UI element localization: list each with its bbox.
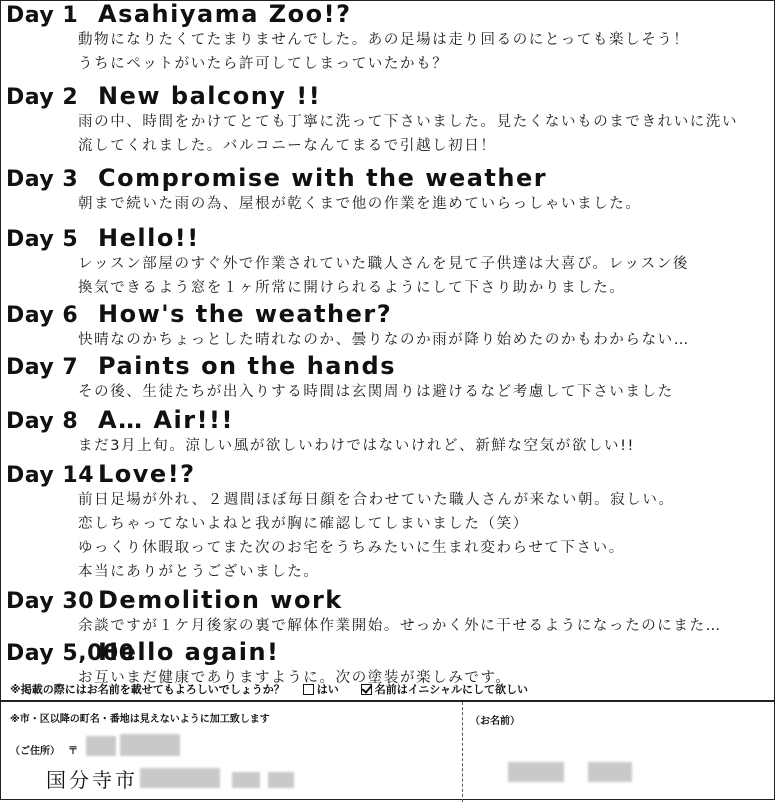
redacted-address	[232, 772, 260, 788]
entry-text-line: 朝まで続いた雨の為、屋根が乾くまで他の作業を進めていらっしゃいました。	[78, 196, 642, 212]
entry-title: Demolition work	[98, 586, 343, 614]
contact-form	[0, 700, 775, 802]
entry-text-line: 快晴なのかちょっとした晴れなのか、曇りなのか雨が降り始めたのかもわからない…	[78, 332, 690, 348]
address-city: 国分寺市	[46, 768, 138, 792]
entry-text-line: 恋しちゃってないよねと我が胸に確認してしまいました（笑）	[78, 516, 529, 532]
diary-entry	[6, 164, 770, 216]
diary-entries	[6, 0, 770, 686]
name-label: （お名前）	[470, 716, 520, 727]
form-divider	[462, 702, 464, 802]
address-label: （ご住所）	[10, 746, 60, 757]
entry-day: Day 8	[6, 409, 79, 434]
address-note: ※市・区以降の町名・番地は見えないように加工致します	[10, 714, 270, 725]
diary-entry	[6, 0, 770, 76]
diary-entry	[6, 352, 770, 404]
redacted-name	[588, 762, 632, 782]
entry-title: How's the weather?	[98, 300, 393, 328]
entry-text-line: 流してくれました。バルコニーなんてまるで引越し初日！	[78, 138, 497, 154]
entry-text-line: お互いまだ健康でありますように。次の塗装が楽しみです。	[78, 670, 512, 686]
redacted-address	[140, 768, 220, 788]
postal-mark: 〒	[68, 746, 78, 757]
checkbox-yes[interactable]	[303, 684, 314, 695]
entry-heading	[6, 300, 770, 328]
entry-heading	[6, 224, 770, 252]
entry-day: Day 30	[6, 589, 95, 614]
entry-title: Paints on the hands	[98, 352, 397, 380]
entry-day: Day 2	[6, 85, 79, 110]
diary-entry	[6, 300, 770, 352]
redacted-address	[268, 772, 294, 788]
entry-text-line: 動物になりたくてたまりませんでした。あの足場は走り回るのにとっても楽しそう！	[78, 32, 690, 48]
entry-text-line: 余談ですが１ケ月後家の裏で解体作業開始。せっかく外に干せるようになったのにまた…	[78, 618, 722, 634]
diary-entry	[6, 460, 770, 584]
option-yes-label: はい	[316, 683, 339, 696]
entry-text-line: 換気できるよう窓を１ヶ所常に開けられるようにして下さり助かりました。	[78, 280, 626, 296]
entry-day: Day 3	[6, 167, 79, 192]
entry-text-line: その後、生徒たちが出入りする時間は玄関周りは避けるなど考慮して下さいました	[78, 384, 674, 400]
entry-text-line: うちにペットがいたら許可してしまっていたかも？	[78, 56, 449, 72]
entry-title: Love!?	[98, 460, 196, 488]
entry-heading	[6, 0, 770, 28]
entry-title: A… Air!!!	[98, 406, 234, 434]
entry-title: Hello again!	[98, 638, 280, 666]
entry-text-line: 雨の中、時間をかけてとても丁寧に洗って下さいました。見たくないものまできれいに洗い	[78, 114, 739, 130]
diary-entry	[6, 82, 770, 158]
diary-entry	[6, 586, 770, 638]
notice-text: ※掲載の際にはお名前を載せてもよろしいでしょうか？	[10, 683, 285, 696]
entry-text-line: 本当にありがとうございました。	[78, 564, 320, 580]
entry-heading	[6, 82, 770, 110]
entry-heading	[6, 352, 770, 380]
entry-text-line: 前日足場が外れ、２週間ほぼ毎日顔を合わせていた職人さんが来ない朝。寂しい。	[78, 492, 675, 508]
entry-day: Day 1	[6, 3, 79, 28]
entry-heading	[6, 586, 770, 614]
entry-heading	[6, 460, 770, 488]
checkbox-initials[interactable]	[361, 684, 372, 695]
diary-entry	[6, 406, 770, 458]
entry-title: New balcony !!	[98, 82, 322, 110]
entry-title: Compromise with the weather	[98, 164, 548, 192]
entry-day: Day 6	[6, 303, 79, 328]
entry-title: Asahiyama Zoo!?	[98, 0, 352, 28]
redacted-postal-code	[120, 734, 180, 756]
entry-day: Day 5,000	[6, 641, 135, 666]
option-initials-label: 名前はイニシャルにして欲しい	[374, 683, 529, 696]
diary-entry	[6, 224, 770, 300]
entry-day: Day 7	[6, 355, 79, 380]
name-permission-notice	[10, 681, 532, 697]
entry-heading	[6, 406, 770, 434]
entry-heading	[6, 638, 770, 666]
redacted-postal-code	[86, 736, 116, 756]
entry-text-line: ゆっくり休暇取ってまた次のお宅をうちみたいに生まれ変わらせて下さい。	[78, 540, 625, 556]
redacted-name	[508, 762, 564, 782]
entry-title: Hello!!	[98, 224, 200, 252]
entry-text-line: レッスン部屋のすぐ外で作業されていた職人さんを見て子供達は大喜び。レッスン後	[78, 256, 689, 272]
entry-heading	[6, 164, 770, 192]
entry-day: Day 14	[6, 463, 95, 488]
entry-text-line: まだ3月上旬。涼しい風が欲しいわけではないけれど、新鮮な空気が欲しい!!	[78, 438, 635, 454]
entry-day: Day 5	[6, 227, 79, 252]
